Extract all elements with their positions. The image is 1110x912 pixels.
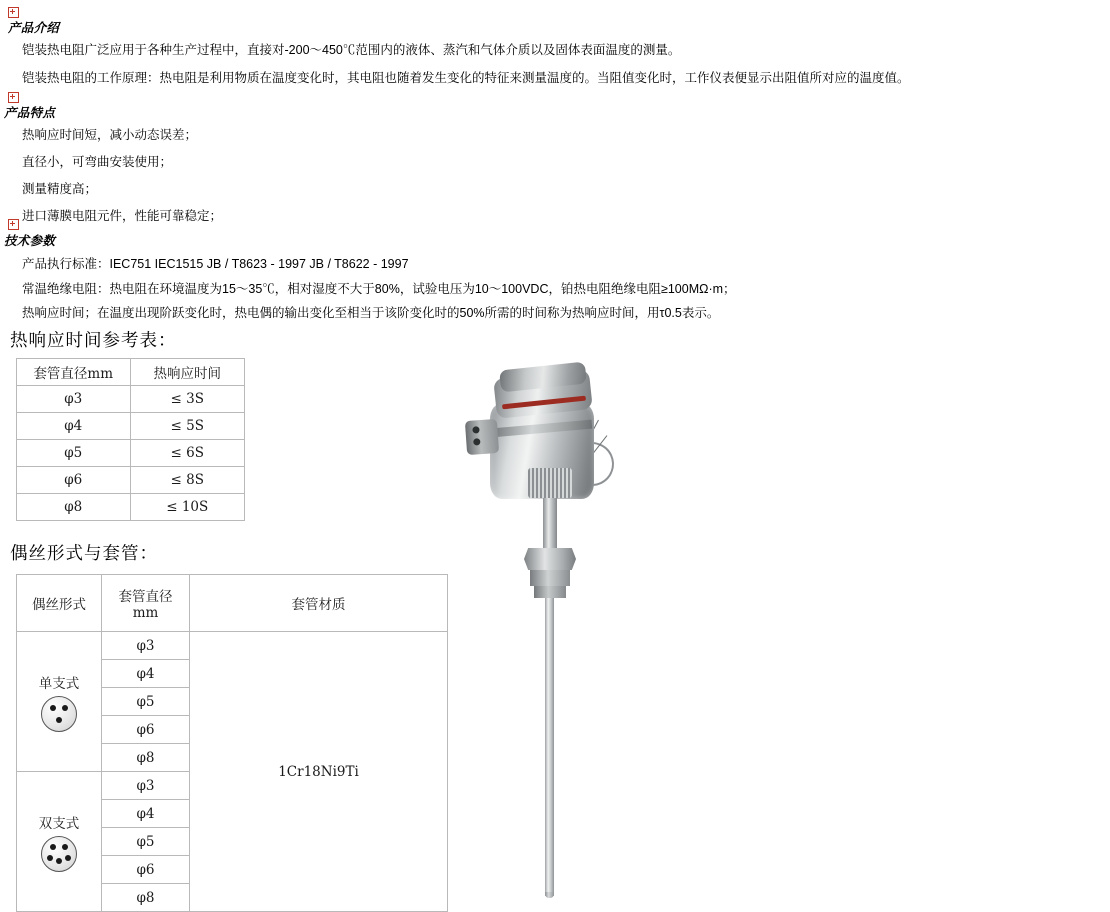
sheath-header-diameter-line2: mm: [132, 605, 159, 621]
sheath-diameter-cell: φ5: [102, 688, 190, 716]
sheath-group-label: 单支式: [38, 675, 80, 692]
sheath-diameter-cell: φ4: [102, 800, 190, 828]
sheath-diameter-cell: φ3: [102, 632, 190, 660]
feature-item-1: 热响应时间短，减小动态误差；: [22, 128, 198, 142]
section-heading-intro: 产品介绍: [8, 21, 60, 35]
table-row: [17, 467, 245, 494]
sheath-header-wire-form: 偶丝形式: [17, 575, 102, 632]
response-table-title: 热响应时间参考表：: [10, 331, 177, 351]
sheath-diameter-cell: φ8: [102, 884, 190, 912]
thread-nut-3: [534, 586, 566, 598]
resp-cell-diameter: φ3: [17, 386, 131, 413]
table-header-row: [17, 575, 448, 632]
table-row: [17, 632, 448, 660]
sheath-diameter-cell: φ6: [102, 856, 190, 884]
table-row: [17, 386, 245, 413]
connector-5pin-icon: [41, 836, 77, 872]
sheath-group-type-double: [17, 772, 102, 912]
sheath-header-material: 套管材质: [190, 575, 448, 632]
thread-nut-2: [530, 570, 570, 586]
sheath-diameter-cell: φ6: [102, 716, 190, 744]
resp-cell-time: ≤ 8S: [130, 467, 245, 494]
sheath-diameter-cell: φ3: [102, 772, 190, 800]
wire-form-sheath-table: [16, 574, 448, 912]
sheath-table-title: 偶丝形式与套管：: [10, 544, 158, 564]
feature-item-3: 测量精度高；: [22, 182, 98, 196]
resp-cell-time: ≤ 6S: [130, 440, 245, 467]
hex-nut: [524, 548, 576, 570]
intro-paragraph-2: 铠装热电阻的工作原理：热电阻是利用物质在温度变化时，其电阻也随着发生变化的特征来测量温度的。当阻值变化时，工作仪表便显示出阻值所对应的温度值。: [22, 71, 910, 85]
resp-header-diameter: 套管直径mm: [17, 359, 131, 386]
sheath-probe-stem: [545, 598, 554, 896]
table-row: [17, 440, 245, 467]
response-time-table: [16, 358, 245, 521]
sheath-header-diameter-line1: 套管直径: [118, 589, 173, 605]
table-header-row: [17, 359, 245, 386]
section-heading-specs: 技术参数: [4, 234, 56, 248]
resp-cell-diameter: φ6: [17, 467, 131, 494]
sheath-diameter-cell: φ5: [102, 828, 190, 856]
resp-cell-diameter: φ8: [17, 494, 131, 521]
sheath-diameter-cell: φ4: [102, 660, 190, 688]
resp-cell-time: ≤ 5S: [130, 413, 245, 440]
section-heading-features: 产品特点: [4, 106, 56, 120]
cable-entry-port: [465, 419, 499, 455]
knurled-section: [528, 468, 572, 498]
resp-cell-diameter: φ5: [17, 440, 131, 467]
probe-tip: [545, 892, 554, 898]
resp-cell-time: ≤ 3S: [130, 386, 245, 413]
broken-image-icon: [8, 219, 19, 230]
sheath-group-label: 双支式: [38, 815, 80, 832]
sheath-header-diameter: [102, 575, 190, 632]
resp-cell-time: ≤ 10S: [130, 494, 245, 521]
broken-image-icon: [8, 92, 19, 103]
broken-image-icon: [8, 7, 19, 18]
sheath-group-type-single: [17, 632, 102, 772]
sheath-diameter-cell: φ8: [102, 744, 190, 772]
feature-item-4: 进口薄膜电阻元件，性能可靠稳定；: [22, 209, 223, 223]
spec-line-3: 热响应时间；在温度出现阶跃变化时，热电偶的输出变化至相当于该阶变化时的50%所需的时间称为热响应时间，用τ0.5表示。: [22, 306, 720, 320]
resp-cell-diameter: φ4: [17, 413, 131, 440]
armored-rtd-temperature-sensor-photo: [440, 358, 640, 903]
table-row: [17, 494, 245, 521]
sheath-material-cell: 1Cr18Ni9Ti: [190, 632, 448, 912]
table-row: [17, 413, 245, 440]
upper-stem: [543, 498, 557, 550]
spec-line-1: 产品执行标准：IEC751 IEC1515 JB / T8623 - 1997 JB / T8622 - 1997: [22, 257, 409, 271]
spec-line-2: 常温绝缘电阻：热电阻在环境温度为15～35℃，相对湿度不大于80%，试验电压为10～100VDC，铂热电阻绝缘电阻≥100MΩ·m；: [22, 282, 736, 296]
feature-item-2: 直径小，可弯曲安装使用；: [22, 155, 173, 169]
connector-3pin-icon: [41, 696, 77, 732]
intro-paragraph-1: 铠装热电阻广泛应用于各种生产过程中，直接对-200～450℃范围内的液体、蒸汽和气体介质以及固体表面温度的测量。: [22, 43, 681, 57]
resp-header-time: 热响应时间: [130, 359, 245, 386]
